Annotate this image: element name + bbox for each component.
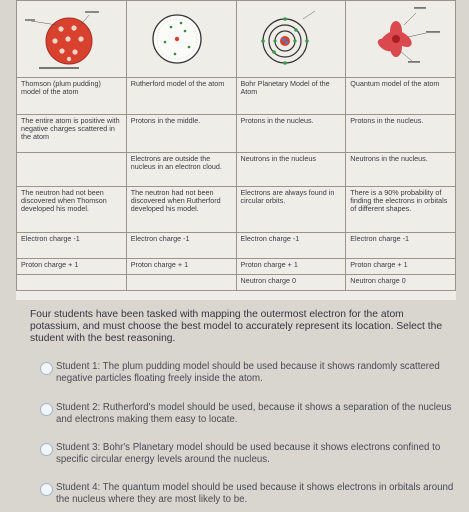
option-student-2[interactable] [40,402,455,425]
table-cell: Protons in the nucleus. [236,115,346,153]
table-row [17,259,456,275]
table-cell: Electron charge -1 [346,233,456,259]
table-cell: Neutron charge 0 [236,275,346,291]
radio-button[interactable] [40,362,53,375]
header-rutherford: Rutherford model of the atom [126,78,236,115]
table-cell: The neutron had not been discovered when Thomson developed his model. [17,187,127,233]
option-student-4[interactable] [40,482,455,505]
table-cell: There is a 90% probability of finding the electrons in orbitals of different shapes. [346,187,456,233]
thomson-image-cell [17,1,127,78]
table-cell: Proton charge + 1 [236,259,346,275]
header-bohr: Bohr Planetary Model of the Atom [236,78,346,115]
table-cell: Electron charge -1 [17,233,127,259]
table-cell: Protons in the nucleus. [346,115,456,153]
image-row [17,1,456,78]
table-row [17,275,456,291]
bohr-image-cell [236,1,346,78]
table-cell: Electrons are always found in circular orbits. [236,187,346,233]
table-cell: Proton charge + 1 [17,259,127,275]
table-cell: Electrons are outside the nucleus in an electron cloud. [126,153,236,187]
header-quantum: Quantum model of the atom [346,78,456,115]
quantum-atom-icon [346,1,446,77]
table-cell [17,275,127,291]
bohr-atom-icon [237,1,337,77]
table-cell [17,153,127,187]
plum-pudding-atom-icon [17,1,117,77]
table-cell: Electron charge -1 [236,233,346,259]
atom-models-table [16,0,456,291]
radio-button[interactable] [40,483,53,496]
option-student-3[interactable] [40,442,455,465]
table-cell: The entire atom is positive with negative charges scattered in the atom [17,115,127,153]
table-cell: Neutron charge 0 [346,275,456,291]
option-label: Student 4: The quantum model should be used because it shows electrons in orbitals around the nucleus where they are most likely to be. [56,482,454,505]
table-cell: Neutrons in the nucleus [236,153,346,187]
table-cell [126,275,236,291]
table-cell: Neutrons in the nucleus. [346,153,456,187]
table-cell: Electron charge -1 [126,233,236,259]
table-row [17,153,456,187]
rutherford-image-cell [126,1,236,78]
table-cell: Protons in the middle. [126,115,236,153]
table-row [17,233,456,259]
rutherford-atom-icon [127,1,227,77]
table-cell: Proton charge + 1 [346,259,456,275]
option-label: Student 2: Rutherford's model should be used, because it shows a separation of the nucleus and electrons making them easy to locate. [56,402,452,425]
table-cell: Proton charge + 1 [126,259,236,275]
radio-button[interactable] [40,443,53,456]
table-row [17,115,456,153]
header-thomson: Thomson (plum pudding) model of the atom [17,78,127,115]
table-cell: The neutron had not been discovered when Rutherford developed his model. [126,187,236,233]
option-label: Student 3: Bohr's Planetary model should be used because it shows electrons confined to specific circular energy levels around the nucleus. [56,442,441,465]
header-row [17,78,456,115]
quantum-image-cell [346,1,456,78]
option-student-1[interactable] [40,361,455,384]
table-row [17,187,456,233]
option-label: Student 1: The plum pudding model should be used because it shows randomly scattered negative particles floating freely inside the atom. [56,361,440,384]
question-text: Four students have been tasked with mapping the outermost electron for the atom potassium, and must choose the best model to accurately represent its location. Select the student with the best reasoning. [30,309,443,345]
radio-button[interactable] [40,403,53,416]
